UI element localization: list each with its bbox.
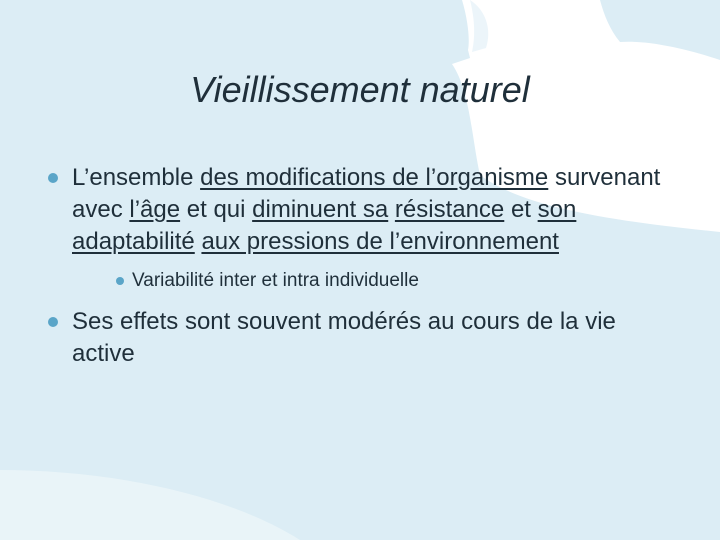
bullet-text-underlined: son adaptabilité (72, 196, 577, 255)
bullet-list (40, 162, 680, 370)
bullet-text: et qui (180, 196, 253, 223)
bullet-text: Variabilité inter et intra individuelle (132, 270, 419, 291)
bullet-text-underlined: l’âge (129, 196, 181, 223)
bullet-text-underlined: diminuent sa (252, 196, 389, 223)
sub-bullet-item (40, 268, 680, 294)
bullet-dot-icon (48, 173, 58, 183)
bullet-text-underlined: résistance (394, 196, 505, 223)
bullet-text (388, 196, 395, 223)
bullet-text-underlined: aux pressions de l’environnement (201, 228, 559, 255)
background-shape-tail (470, 0, 488, 52)
bullet-text: survenant avec (72, 164, 661, 223)
slide-title: Vieillissement naturel (190, 69, 530, 110)
bullet-dot-icon (116, 277, 124, 285)
bullet-text: et (504, 196, 538, 223)
bullet-text: Ses effets sont souvent modérés au cours de la vie active (72, 308, 616, 367)
bullet-dot-icon (48, 317, 58, 327)
bullet-text: L’ensemble (72, 164, 201, 191)
bullet-item (40, 162, 680, 258)
bullet-text-underlined: des modifications de l’organisme (200, 164, 549, 191)
bullet-item (40, 306, 680, 370)
background-shape-right (600, 0, 720, 60)
